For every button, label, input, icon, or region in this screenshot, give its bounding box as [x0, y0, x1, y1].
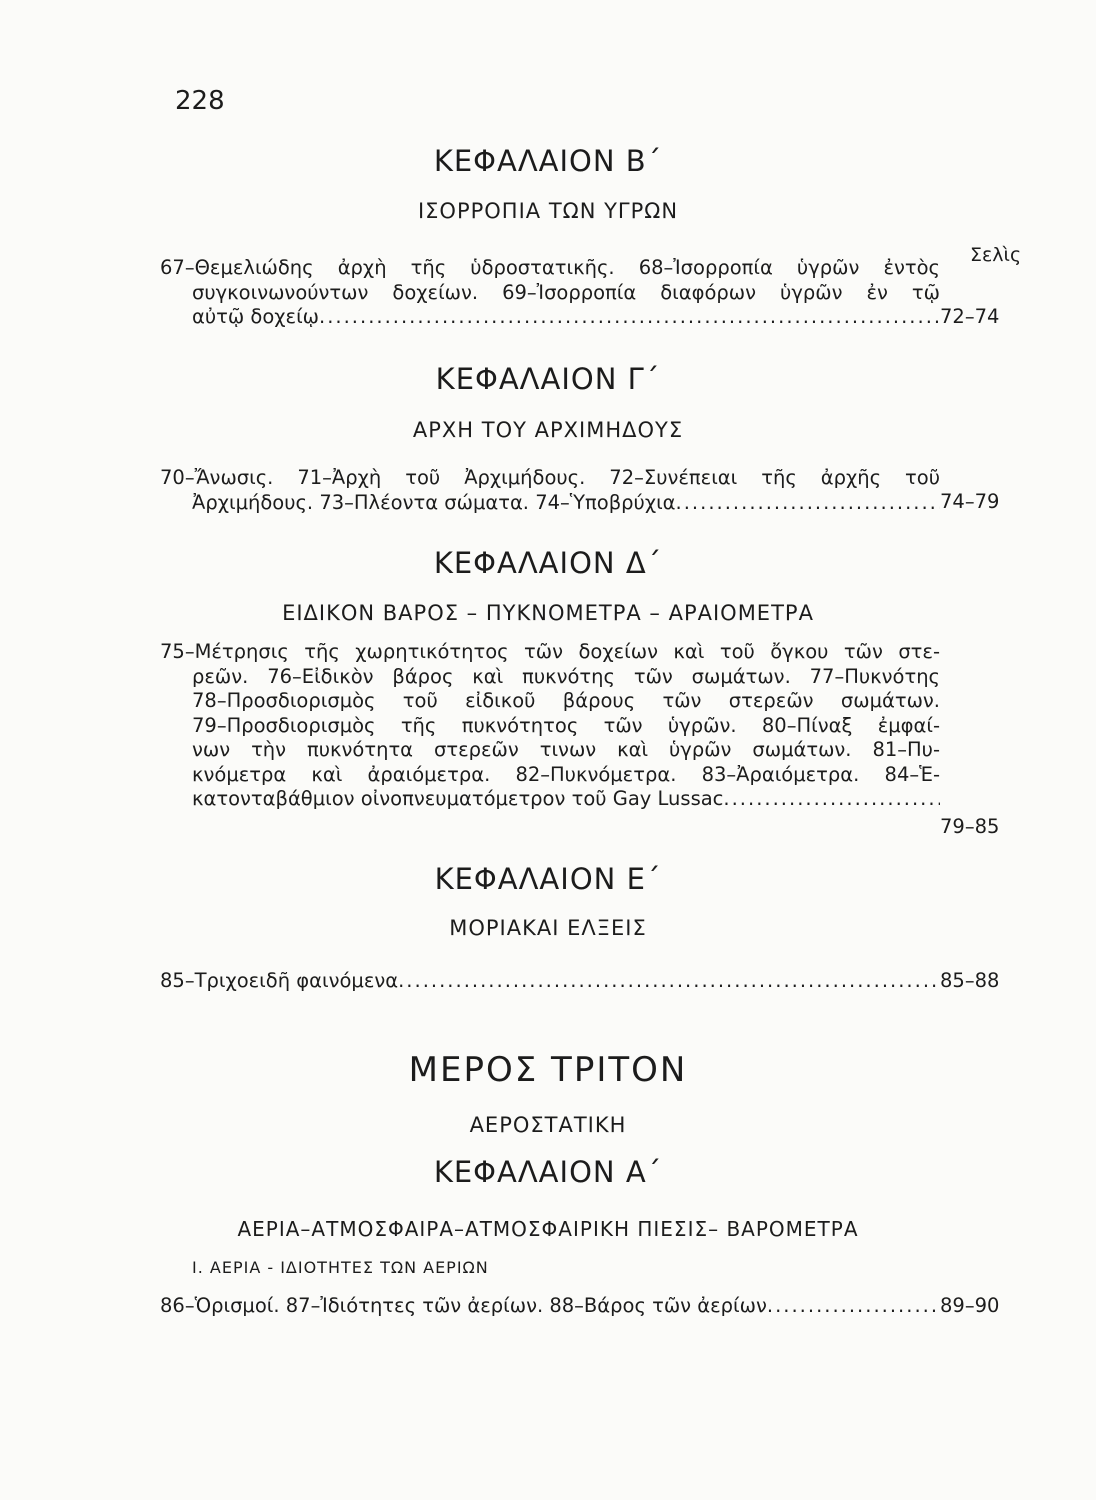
chapter-b-title: ΚΕΦΑΛΑΙΟΝ Β΄ [433, 144, 663, 178]
chapter-c-title: ΚΕΦΑΛΑΙΟΝ Γ΄ [435, 362, 661, 396]
chapter-e-title: ΚΕΦΑΛΑΙΟΝ Ε΄ [434, 862, 662, 896]
entry-line-last [160, 491, 940, 516]
toc-entry-chapter-a [160, 1294, 940, 1319]
chapter-c-subtitle: ΑΡΧΗ ΤΟΥ ΑΡΧΙΜΗΔΟΥΣ [412, 418, 684, 442]
toc-entry-chapter-c [160, 466, 940, 515]
toc-entry-chapter-e [160, 969, 940, 994]
page-number: 228 [175, 86, 225, 116]
dot-leader [319, 305, 940, 330]
entry-line-text: 85–Τριχοειδῆ φαινόμενα [160, 969, 399, 992]
entry-line: συγκοινωνούντων δοχείων. 69–Ἰσορροπία διαφόρων ὑγρῶν ἐν τῷ [192, 280, 940, 304]
page-range-chapter-a: 89–90 [940, 1294, 1000, 1317]
entry-line: 79–Προσδιορισμὸς τῆς πυκνότητος τῶν ὑγρῶν. 80–Πίναξ ἐμφαί- [192, 713, 940, 737]
entry-line: 70–Ἄνωσις. 71–Ἀρχὴ τοῦ Ἀρχιμήδους. 72–Συνέπειαι τῆς ἀρχῆς τοῦ [160, 466, 940, 489]
chapter-d-title: ΚΕΦΑΛΑΙΟΝ Δ΄ [433, 546, 663, 580]
entry-line: 67–Θεμελιώδης ἀρχὴ τῆς ὑδροστατικῆς. 68–Ἰσορροπία ὑγρῶν ἐντὸς [160, 256, 940, 279]
entry-line-text: αὐτῷ δοχείῳ [192, 305, 319, 328]
entry-line: κνόμετρα καὶ ἀραιόμετρα. 82–Πυκνόμετρα. 83–Ἀραιόμετρα. 84–Ἑ- [192, 762, 940, 786]
part-three-title: ΜΕΡΟΣ ΤΡΙΤΟΝ [408, 1050, 688, 1090]
page-range-chapter-e: 85–88 [940, 969, 1000, 992]
pages-column-label: Σελὶς [970, 244, 1022, 266]
dot-leader [398, 969, 940, 994]
page-range-chapter-c: 74–79 [940, 490, 1000, 513]
chapter-a-title: ΚΕΦΑΛΑΙΟΝ Α΄ [433, 1155, 663, 1189]
page-range-chapter-d: 79–85 [940, 815, 1000, 838]
entry-line: 78–Προσδιορισμὸς τοῦ εἰδικοῦ βάρους τῶν στερεῶν σωμάτων. [192, 689, 940, 712]
entry-line: ρεῶν. 76–Εἰδικὸν βάρος καὶ πυκνότης τῶν σωμάτων. 77–Πυκνότης [192, 664, 940, 688]
entry-line-last [160, 969, 940, 994]
toc-entry-chapter-d [160, 640, 940, 812]
entry-line-last [160, 1294, 940, 1319]
entry-line-last [160, 787, 940, 812]
chapter-b-subtitle: ΙΣΟΡΡΟΠΙΑ ΤΩΝ ΥΓΡΩΝ [417, 199, 679, 223]
dot-leader [723, 787, 940, 812]
section-heading: Ι. ΑΕΡΙΑ - ΙΔΙΟΤΗΤΕΣ ΤΩΝ ΑΕΡΙΩΝ [192, 1258, 489, 1277]
entry-line-text: κατονταβάθμιον οἰνοπνευματόμετρον τοῦ Gay Lussac [192, 787, 724, 810]
entry-line: 75–Μέτρησις τῆς χωρητικότητος τῶν δοχείων καὶ τοῦ ὄγκου τῶν στε- [160, 640, 940, 663]
chapter-e-subtitle: ΜΟΡΙΑΚΑΙ ΕΛΞΕΙΣ [449, 916, 647, 940]
part-three-subtitle: ΑΕΡΟΣΤΑΤΙΚΗ [469, 1113, 627, 1137]
entry-line-text: Ἀρχιμήδους. 73–Πλέοντα σώματα. 74–Ὑποβρύχια [192, 490, 676, 514]
chapter-d-subtitle: ΕΙΔΙΚΟΝ ΒΑΡΟΣ – ΠΥΚΝΟΜΕΤΡΑ – ΑΡΑΙΟΜΕΤΡΑ [282, 601, 814, 625]
entry-line-last [160, 305, 940, 330]
dot-leader [676, 491, 940, 516]
toc-entry-chapter-b [160, 256, 940, 330]
entry-line-text: 86–Ὁρισμοί. 87–Ἰδιότητες τῶν ἀερίων. 88–Βάρος τῶν ἀερίων [160, 1294, 767, 1317]
page-range-chapter-b: 72–74 [940, 305, 1000, 328]
dot-leader [767, 1294, 940, 1319]
chapter-a-subtitle: ΑΕΡΙΑ–ΑΤΜΟΣΦΑΙΡΑ–ΑΤΜΟΣΦΑΙΡΙΚΗ ΠΙΕΣΙΣ– ΒΑΡΟΜΕΤΡΑ [237, 1217, 859, 1241]
entry-line: νων τὴν πυκνότητα στερεῶν τινων καὶ ὑγρῶν σωμάτων. 81–Πυ- [192, 738, 940, 761]
